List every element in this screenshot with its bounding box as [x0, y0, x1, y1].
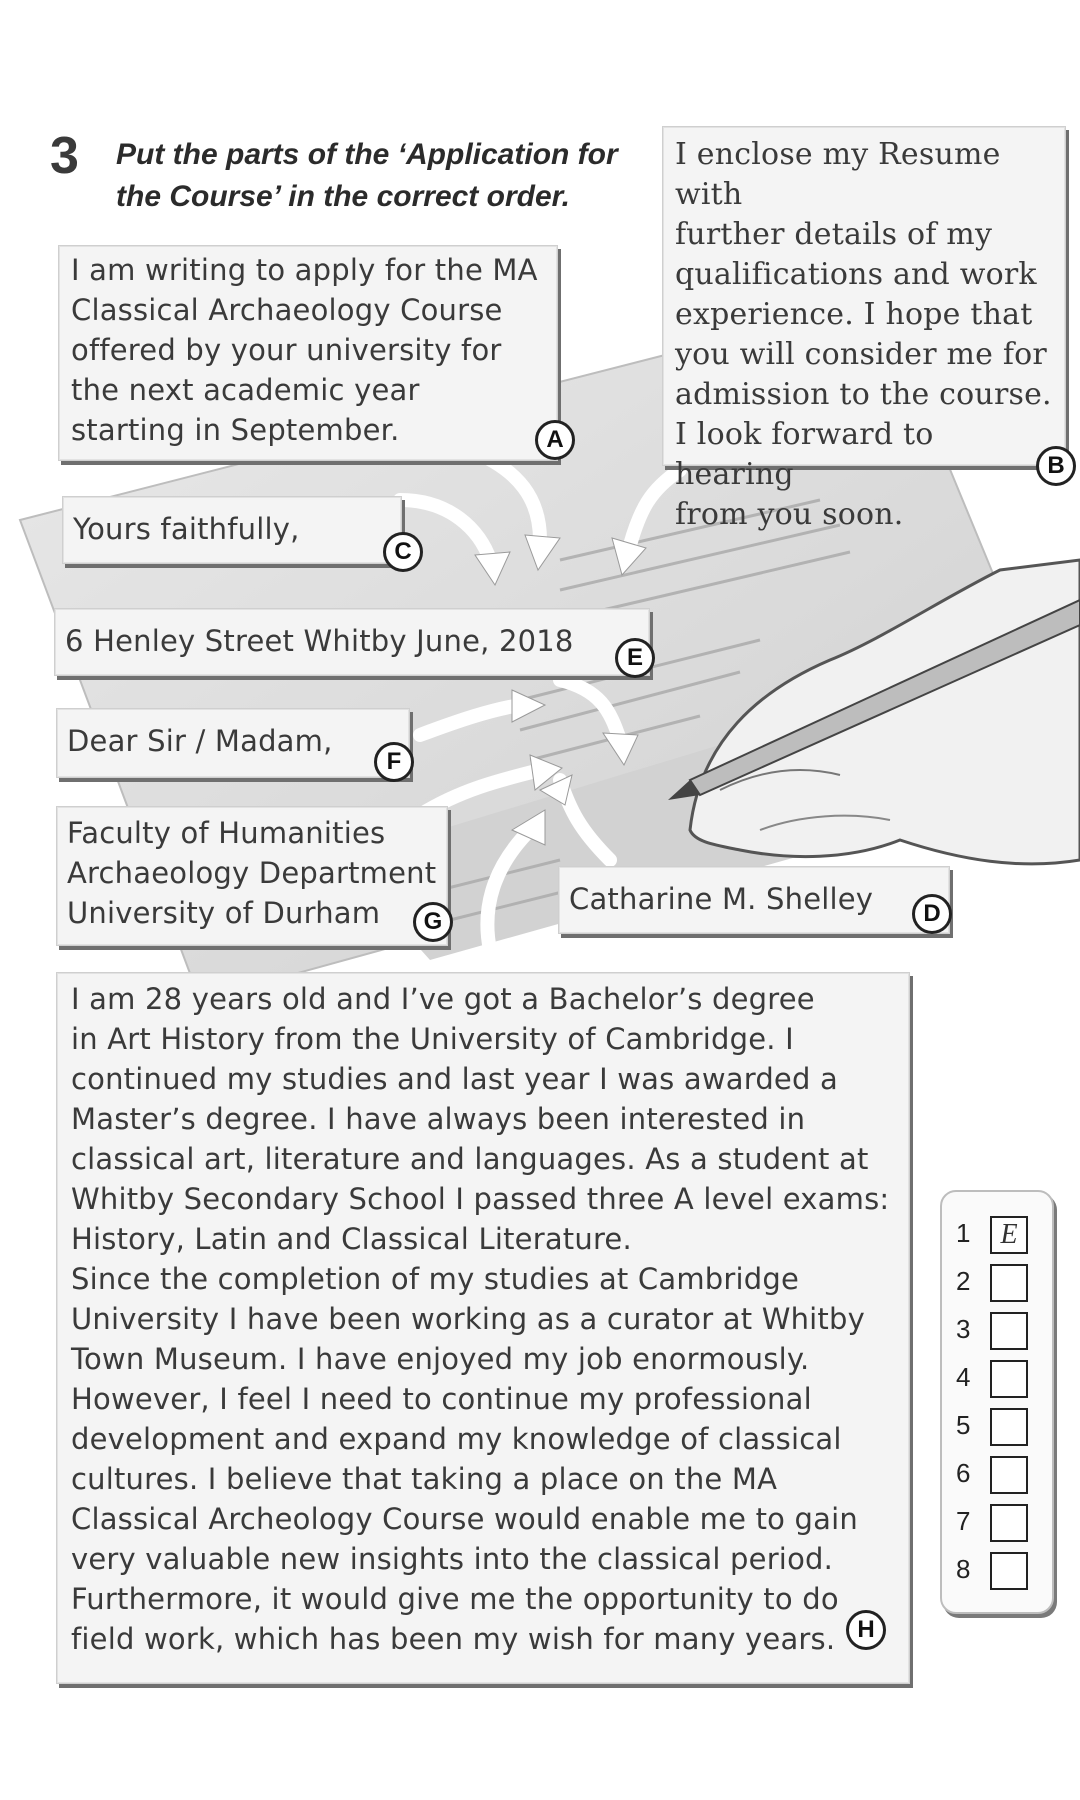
label-e: E	[615, 638, 655, 678]
part-b-card	[662, 126, 1066, 532]
part-b-text: I enclose my Resume with further details of my qualifications and work experience. I hope that you will consider me for admission to the course. I look forward to hearing from you soon.	[675, 137, 1052, 532]
label-a: A	[535, 420, 575, 460]
part-h-card	[56, 972, 910, 1684]
answer-number: 4	[956, 1362, 971, 1392]
part-e-card	[54, 608, 650, 676]
label-g: G	[413, 902, 453, 942]
answer-number: 3	[956, 1314, 971, 1344]
answer-slot-4[interactable]	[990, 1360, 1028, 1398]
exercise-number: 3	[50, 127, 79, 185]
answer-number: 2	[956, 1266, 971, 1296]
answer-slot-6[interactable]	[990, 1456, 1028, 1494]
answer-slot-5[interactable]	[990, 1408, 1028, 1446]
part-f-card	[56, 708, 410, 778]
label-b: B	[1036, 446, 1076, 486]
answer-number: 1	[956, 1218, 971, 1248]
answer-slot-8[interactable]	[990, 1552, 1028, 1590]
label-d: D	[912, 894, 952, 934]
answer-number: 8	[956, 1554, 971, 1584]
answer-slot-2[interactable]	[990, 1264, 1028, 1302]
part-a-card	[58, 245, 558, 461]
part-d-text: Catharine M. Shelley	[569, 882, 874, 916]
answer-number: 5	[956, 1410, 971, 1440]
exercise-instruction: Put the parts of the ‘Application for the Course’ in the correct order.	[116, 138, 618, 213]
label-h: H	[846, 1610, 886, 1650]
answer-number: 6	[956, 1458, 971, 1488]
part-e-text: 6 Henley Street Whitby June, 2018	[65, 624, 574, 658]
answer-number: 7	[956, 1506, 971, 1536]
part-g-card	[56, 806, 448, 946]
part-c-card	[62, 496, 402, 564]
label-c: C	[383, 532, 423, 572]
part-d-card	[558, 866, 950, 934]
label-f: F	[374, 742, 414, 782]
answer-box	[940, 1190, 1054, 1614]
answer-slot-1[interactable]: E	[990, 1216, 1028, 1254]
part-g-text: Faculty of Humanities Archaeology Department University of Durham	[67, 816, 437, 930]
part-h-text: I am 28 years old and I’ve got a Bachelor’s degree in Art History from the University of Cambridge. I continued my studies and last year I was awarded a Master’s degree. I have always been interested in classical art, literature and languages. As a student at Whitby Secondary School I passed three A level exams: History, Latin and Classical Literature. Since the completion of my studies at Cambridge University I have been working as a curator at Whitby Town Museum. I have enjoyed my job enormously. However, I feel I need to continue my professional development and expand my knowledge of classical cultures. I believe that taking a place on the MA Classical Archeology Course would enable me to gain very valuable new insights into the classical period. Furthermore, it would give me the opportunity to do field work, which has been my wish for many years.	[71, 982, 890, 1656]
part-f-text: Dear Sir / Madam,	[67, 724, 333, 758]
answer-slot-7[interactable]	[990, 1504, 1028, 1542]
part-a-text: I am writing to apply for the MA Classical Archaeology Course offered by your university for the next academic year starting in September.	[71, 253, 538, 447]
part-c-text: Yours faithfully,	[73, 512, 300, 546]
answer-slot-3[interactable]	[990, 1312, 1028, 1350]
